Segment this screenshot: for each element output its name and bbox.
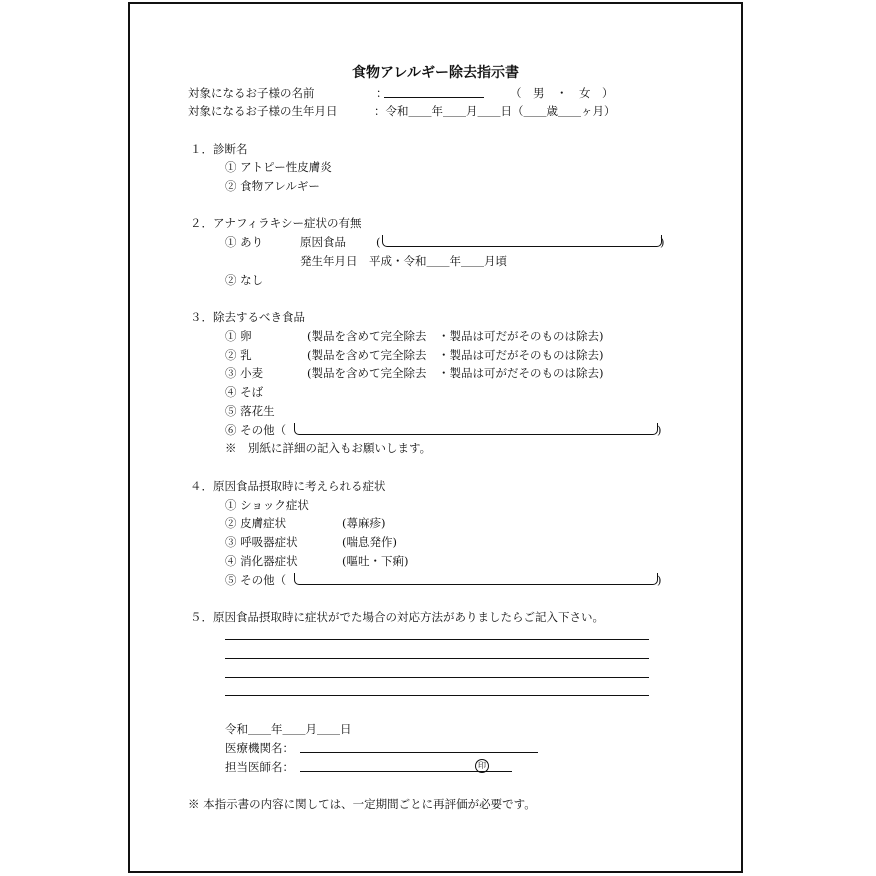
s3-heading: ３．除去するべき食品 <box>190 310 305 324</box>
sign-doctor-label: 担当医師名： <box>225 760 294 774</box>
document-page <box>128 2 743 873</box>
s4-item-digestive: ④ 消化器症状 <box>225 554 298 568</box>
s2-heading: ２．アナフィラキシー症状の有無 <box>190 216 362 230</box>
s3-item-soba: ④ そば <box>225 385 264 399</box>
child-gender: （ 男 ・ 女 ） <box>510 86 614 100</box>
s5-answer-line-3[interactable] <box>225 677 649 678</box>
s2-cause-label: 原因食品 <box>300 235 346 249</box>
s4-other-close: ) <box>657 573 662 587</box>
s4-note-digestive: (嘔吐・下痢) <box>342 554 409 568</box>
s2-nashi: ② なし <box>225 273 264 287</box>
s4-heading: ４．原因食品摂取時に考えられる症状 <box>190 479 386 493</box>
s4-item-other: ⑤ その他（ <box>225 573 287 587</box>
s4-item-skin: ② 皮膚症状 <box>225 516 287 530</box>
s4-note-respiratory: (喘息発作) <box>342 535 397 549</box>
child-dob-value: ：令和＿＿年＿＿月＿＿日（＿＿歳＿＿ヶ月） <box>374 104 616 118</box>
s3-note-milk: (製品を含めて完全除去 ・製品は可だがそのものは除去) <box>307 348 604 362</box>
s1-item-atopic: ① アトピー性皮膚炎 <box>225 160 332 174</box>
s4-item-shock: ① ショック症状 <box>225 498 309 512</box>
child-name-line[interactable] <box>384 97 484 98</box>
footer-note: ※ 本指示書の内容に関しては、一定期間ごとに再評価が必要です。 <box>188 797 536 811</box>
child-name-label: 対象になるお子様の名前 <box>188 86 315 100</box>
s3-note-wheat: (製品を含めて完全除去 ・製品は可がだそのものは除去) <box>307 366 604 380</box>
s3-item-wheat: ③ 小麦 <box>225 366 264 380</box>
sign-institution-line[interactable] <box>300 752 538 753</box>
s5-answer-line-4[interactable] <box>225 695 649 696</box>
sign-institution-label: 医療機関名： <box>225 741 294 755</box>
s4-other-field[interactable] <box>294 573 658 585</box>
s3-note: ※ 別紙に詳細の記入もお願いします。 <box>225 441 432 455</box>
s5-answer-line-2[interactable] <box>225 658 649 659</box>
child-dob-label: 対象になるお子様の生年月日 <box>188 104 338 118</box>
s3-item-other: ⑥ その他（ <box>225 423 287 437</box>
s2-cause-open: ( <box>376 235 381 249</box>
s3-item-peanut: ⑤ 落花生 <box>225 404 275 418</box>
s3-item-egg: ① 卵 <box>225 329 252 343</box>
s2-onset: 発生年月日 平成・令和＿＿年＿＿月頃 <box>300 254 507 268</box>
s2-cause-close: ) <box>660 235 665 249</box>
s4-item-respiratory: ③ 呼吸器症状 <box>225 535 298 549</box>
document-title: 食物アレルギー除去指示書 <box>351 65 520 81</box>
s3-other-field[interactable] <box>294 423 658 435</box>
s1-heading: １．診断名 <box>190 142 248 156</box>
s5-answer-line-1[interactable] <box>225 639 649 640</box>
s4-note-skin: (蕁麻疹) <box>342 516 386 530</box>
child-name-colon: ： <box>376 86 388 100</box>
sign-date: 令和＿＿年＿＿月＿＿日 <box>225 722 352 736</box>
seal-mark: 印 <box>475 759 489 773</box>
s3-item-milk: ② 乳 <box>225 348 252 362</box>
s1-item-food-allergy: ② 食物アレルギー <box>225 179 320 193</box>
s2-cause-field[interactable] <box>382 235 662 247</box>
s5-heading: ５．原因食品摂取時に症状がでた場合の対応方法がありましたらご記入下さい。 <box>190 610 604 624</box>
s3-other-close: ) <box>657 423 662 437</box>
s2-ari: ① あり <box>225 235 264 249</box>
s3-note-egg: (製品を含めて完全除去 ・製品は可だがそのものは除去) <box>307 329 604 343</box>
